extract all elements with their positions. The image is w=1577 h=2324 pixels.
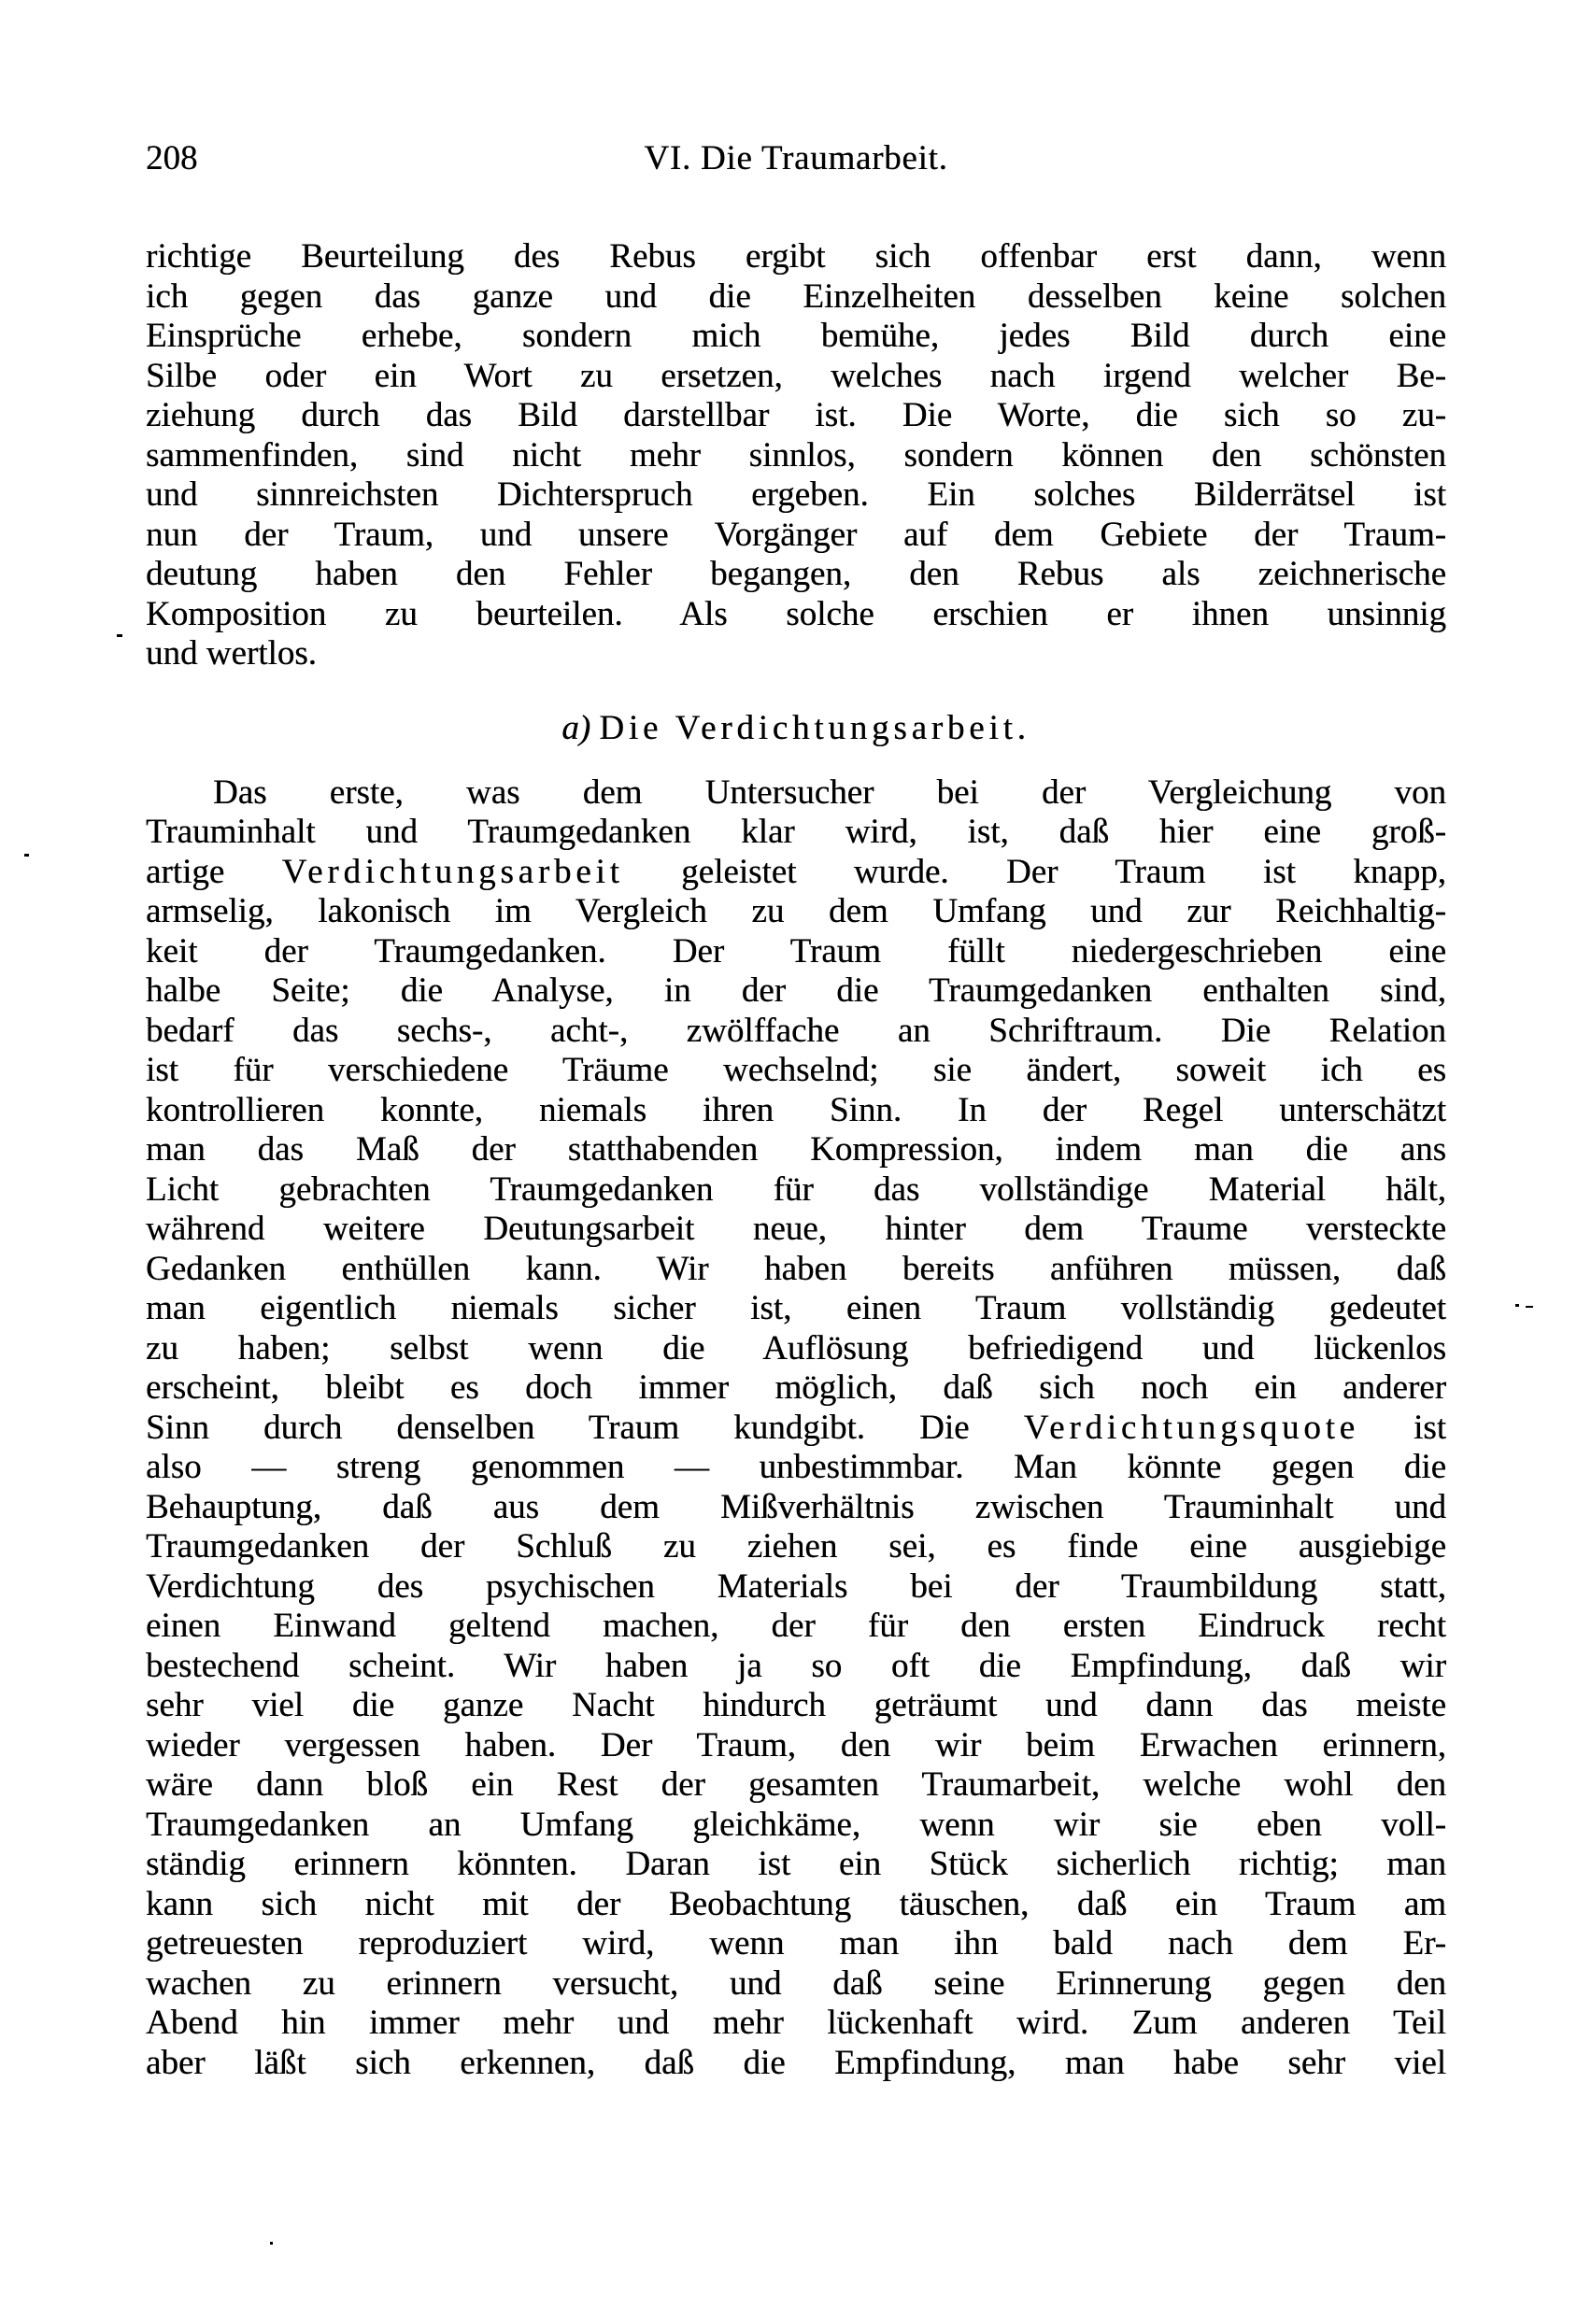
text-line: [146, 1567, 1446, 1608]
text-line: [146, 1806, 1446, 1846]
text-segment: ziehung durch das Bild darstellbar ist. Die Worte, die sich so zu-: [146, 396, 1446, 434]
text-line: [146, 1527, 1446, 1567]
text-segment: halbe Seite; die Analyse, in der die Traumgedanken enthalten sind,: [146, 971, 1446, 1010]
text-segment: Abend hin immer mehr und mehr lückenhaft wird. Zum anderen Teil: [146, 2004, 1446, 2042]
text-segment: artige: [146, 852, 282, 891]
text-line: [146, 1448, 1446, 1488]
text-segment: Einsprüche erhebe, sondern mich bemühe, jedes Bild durch eine: [146, 317, 1446, 355]
text-line: [146, 1964, 1446, 2005]
text-segment: bedarf das sechs-, acht-, zwölffache an Schriftraum. Die Relation: [146, 1011, 1446, 1050]
text-line: [146, 396, 1446, 436]
text-segment: geleistet wurde. Der Traum ist knapp,: [623, 852, 1446, 891]
text-segment: während weitere Deutungsarbeit neue, hinter dem Traume versteckte: [146, 1210, 1446, 1248]
text-line: [146, 317, 1446, 357]
text-segment: richtige Beurteilung des Rebus ergibt sich offenbar erst dann, wenn: [146, 237, 1446, 276]
text-block: [146, 138, 1446, 2083]
text-line: [146, 1210, 1446, 1250]
text-line: [146, 773, 1446, 814]
text-segment: wachen zu erinnern versucht, und daß seine Erinnerung gegen den: [146, 1963, 1446, 2003]
text-line: [146, 1329, 1446, 1369]
text-segment: Traumgedanken der Schluß zu ziehen sei, es finde eine ausgiebige: [146, 1527, 1446, 1566]
text-line: [146, 971, 1446, 1012]
text-segment: kontrollieren konnte, niemals ihren Sinn. In der Regel unterschätzt: [146, 1090, 1446, 1129]
text-segment: Verdichtungsarbeit: [281, 852, 624, 891]
text-line: [146, 237, 1446, 277]
text-line: [146, 555, 1446, 595]
text-segment: ist für verschiedene Träume wechselnd; sie ändert, soweit ich es: [146, 1051, 1446, 1089]
page-number: 208: [146, 139, 198, 177]
text-segment: man das Maß der statthabenden Kompression, indem man die ans: [146, 1130, 1446, 1169]
text-line: [146, 1726, 1446, 1766]
text-line: [146, 2044, 1446, 2084]
text-segment: Sinn durch denselben Traum kundgibt. Die: [146, 1408, 1024, 1447]
text-line: [146, 1368, 1446, 1409]
text-line: [146, 277, 1446, 318]
text-line: [146, 475, 1446, 516]
text-line: [146, 1170, 1446, 1211]
text-line: [146, 2004, 1446, 2044]
text-segment: wieder vergessen haben. Der Traum, den wir beim Erwachen erinnern,: [146, 1725, 1446, 1764]
scan-speck: [24, 854, 29, 857]
text-segment: Gedanken enthüllen kann. Wir haben bereits anführen müssen, daß: [146, 1249, 1446, 1288]
text-segment: Das erste, was dem Untersucher bei der Vergleichung von: [213, 772, 1446, 812]
text-line: [146, 1488, 1446, 1528]
text-line: [146, 853, 1446, 893]
text-segment: einen Einwand geltend machen, der für den ersten Eindruck recht: [146, 1607, 1446, 1645]
text-line: [146, 1885, 1446, 1925]
page-header: [146, 138, 1446, 179]
running-title: VI. Die Traumarbeit.: [644, 139, 948, 177]
text-segment: Traumgedanken an Umfang gleichkäme, wenn wir sie eben voll-: [146, 1805, 1446, 1844]
text-body: [146, 237, 1446, 2083]
text-segment: erscheint, bleibt es doch immer möglich, daß sich noch ein anderer: [146, 1368, 1446, 1407]
text-segment: zu haben; selbst wenn die Auflösung befriedigend und lückenlos: [146, 1328, 1446, 1367]
text-segment: ich gegen das ganze und die Einzelheiten desselben keine solchen: [146, 276, 1446, 316]
text-line: [146, 1686, 1446, 1726]
text-line: [146, 813, 1446, 853]
text-segment: kann sich nicht mit der Beobachtung täuschen, daß ein Traum am: [146, 1884, 1446, 1923]
text-line: [146, 1765, 1446, 1806]
text-segment: und wertlos.: [146, 634, 317, 673]
text-segment: wäre dann bloß ein Rest der gesamten Traumarbeit, welche wohl den: [146, 1765, 1446, 1804]
scan-speck: [1526, 1306, 1533, 1308]
section-heading-a: [146, 708, 1446, 749]
text-segment: sehr viel die ganze Nacht hindurch geträumt und dann das meiste: [146, 1686, 1446, 1724]
text-line: [146, 1647, 1446, 1687]
text-segment: also — streng genommen — unbestimmbar. Man könnte gegen die: [146, 1448, 1446, 1486]
text-segment: man eigentlich niemals sicher ist, einen Traum vollständig gedeutet: [146, 1289, 1446, 1327]
scan-speck: [270, 2242, 273, 2245]
text-segment: Die Verdichtungsarbeit.: [599, 708, 1030, 747]
text-segment: bestechend scheint. Wir haben ja so oft die Empfindung, daß wir: [146, 1646, 1446, 1685]
scan-speck: [117, 634, 122, 637]
text-segment: Behauptung, daß aus dem Mißverhältnis zwischen Trauminhalt und: [146, 1487, 1446, 1526]
text-line: [146, 1130, 1446, 1170]
text-line: [146, 1051, 1446, 1091]
text-line: [146, 1409, 1446, 1449]
text-line: [146, 892, 1446, 932]
text-line: [146, 1607, 1446, 1647]
text-segment: Trauminhalt und Traumgedanken klar wird, ist, daß hier eine groß-: [146, 813, 1446, 851]
text-segment: ständig erinnern könnten. Daran ist ein Stück sicherlich richtig; man: [146, 1845, 1446, 1883]
text-line: [146, 1289, 1446, 1329]
text-line: [146, 1250, 1446, 1290]
text-line: [146, 357, 1446, 397]
text-line: [146, 436, 1446, 476]
text-segment: sammenfinden, sind nicht mehr sinnlos, sondern können den schönsten: [146, 435, 1446, 475]
text-line: [146, 516, 1446, 556]
text-line: [146, 1091, 1446, 1131]
text-segment: getreuesten reproduziert wird, wenn man ihn bald nach dem Er-: [146, 1924, 1446, 1963]
text-segment: Silbe oder ein Wort zu ersetzen, welches nach irgend welcher Be-: [146, 356, 1446, 395]
text-line: [146, 1012, 1446, 1052]
scan-speck: [1515, 1304, 1519, 1307]
text-line: [146, 932, 1446, 972]
text-segment: Verdichtungsquote: [1023, 1408, 1359, 1447]
text-segment: und sinnreichsten Dichterspruch ergeben. Ein solches Bilderrätsel ist: [146, 475, 1446, 514]
text-segment: armselig, lakonisch im Vergleich zu dem Umfang und zur Reichhaltig-: [146, 892, 1446, 930]
text-line: [146, 1845, 1446, 1885]
text-segment: keit der Traumgedanken. Der Traum füllt niedergeschrieben eine: [146, 931, 1446, 971]
text-segment: Licht gebrachten Traumgedanken für das vollständige Material hält,: [146, 1169, 1446, 1209]
text-segment: Komposition zu beurteilen. Als solche erschien er ihnen unsinnig: [146, 594, 1446, 633]
text-segment: nun der Traum, und unsere Vorgänger auf dem Gebiete der Traum-: [146, 515, 1446, 554]
text-segment: a): [561, 708, 600, 747]
text-segment: ist: [1358, 1408, 1446, 1447]
text-segment: deutung haben den Fehler begangen, den Rebus als zeichnerische: [146, 555, 1446, 593]
text-segment: Verdichtung des psychischen Materials bei der Traumbildung statt,: [146, 1566, 1446, 1606]
text-line: [146, 1924, 1446, 1964]
text-line: [146, 595, 1446, 635]
text-segment: aber läßt sich erkennen, daß die Empfindung, man habe sehr viel: [146, 2043, 1446, 2082]
text-line: [146, 634, 1446, 674]
